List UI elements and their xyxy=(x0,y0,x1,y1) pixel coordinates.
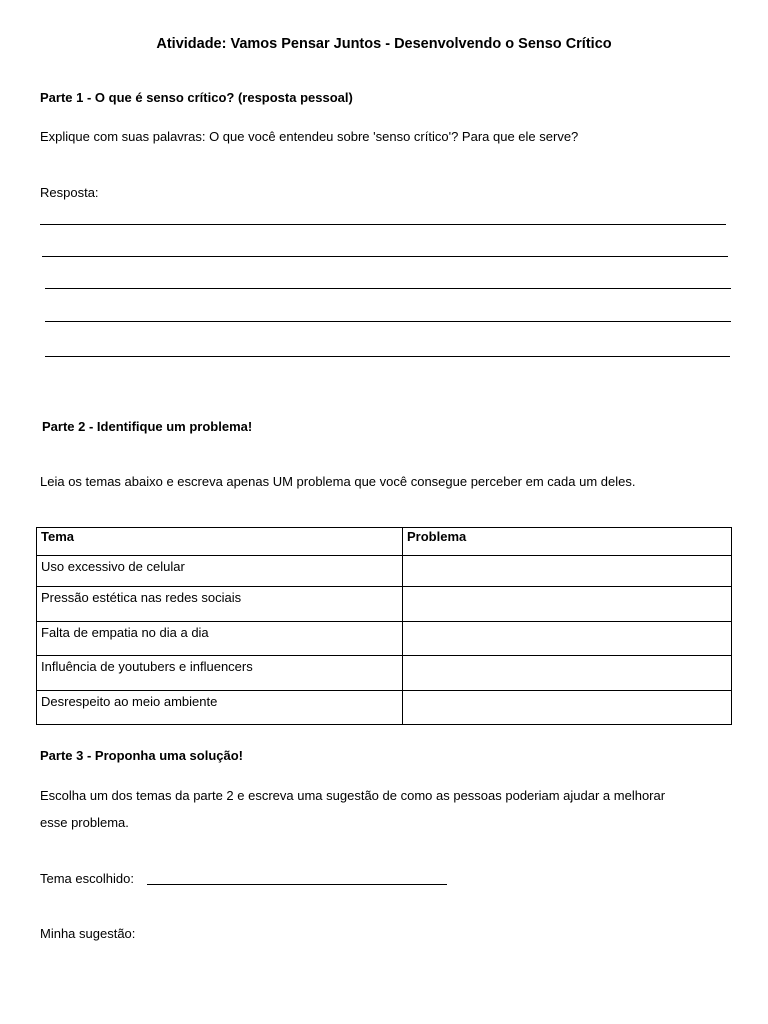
answer-line-4[interactable] xyxy=(45,321,731,322)
part2-heading: Parte 2 - Identifique um problema! xyxy=(42,419,253,434)
problem-cell[interactable] xyxy=(403,622,732,656)
table-row xyxy=(37,622,732,656)
table-row xyxy=(37,587,732,622)
part2-prompt: Leia os temas abaixo e escreva apenas UM problema que você consegue perceber em cada um deles. xyxy=(40,474,636,489)
table-row xyxy=(37,556,732,587)
theme-cell: Uso excessivo de celular xyxy=(37,556,403,587)
themes-table xyxy=(36,527,732,725)
problem-cell[interactable] xyxy=(403,587,732,622)
table-row xyxy=(37,691,732,725)
part1-prompt: Explique com suas palavras: O que você entendeu sobre 'senso crítico'? Para que ele serve? xyxy=(40,129,579,144)
header-problema: Problema xyxy=(403,528,732,556)
theme-cell: Falta de empatia no dia a dia xyxy=(37,622,403,656)
answer-line-3[interactable] xyxy=(45,288,731,289)
theme-cell: Desrespeito ao meio ambiente xyxy=(37,691,403,725)
part1-heading: Parte 1 - O que é senso crítico? (resposta pessoal) xyxy=(40,90,353,105)
answer-line-5[interactable] xyxy=(45,356,730,357)
chosen-theme-label: Tema escolhido: xyxy=(40,871,134,886)
answer-line-1[interactable] xyxy=(40,224,726,225)
answer-line-2[interactable] xyxy=(42,256,728,257)
table-header-row xyxy=(37,528,732,556)
theme-cell: Influência de youtubers e influencers xyxy=(37,656,403,691)
problem-cell[interactable] xyxy=(403,556,732,587)
theme-cell: Pressão estética nas redes sociais xyxy=(37,587,403,622)
suggestion-label: Minha sugestão: xyxy=(40,926,136,941)
header-tema: Tema xyxy=(37,528,403,556)
chosen-theme-line[interactable] xyxy=(147,884,447,885)
part3-prompt-line1: Escolha um dos temas da parte 2 e escreva uma sugestão de como as pessoas poderiam ajudar a melhorar xyxy=(40,788,666,803)
part3-prompt-line2: esse problema. xyxy=(40,815,129,830)
table-row xyxy=(37,656,732,691)
worksheet-title: Atividade: Vamos Pensar Juntos - Desenvolvendo o Senso Crítico xyxy=(156,36,612,52)
problem-cell[interactable] xyxy=(403,656,732,691)
problem-cell[interactable] xyxy=(403,691,732,725)
answer-label: Resposta: xyxy=(40,185,99,200)
part3-heading: Parte 3 - Proponha uma solução! xyxy=(40,748,243,763)
